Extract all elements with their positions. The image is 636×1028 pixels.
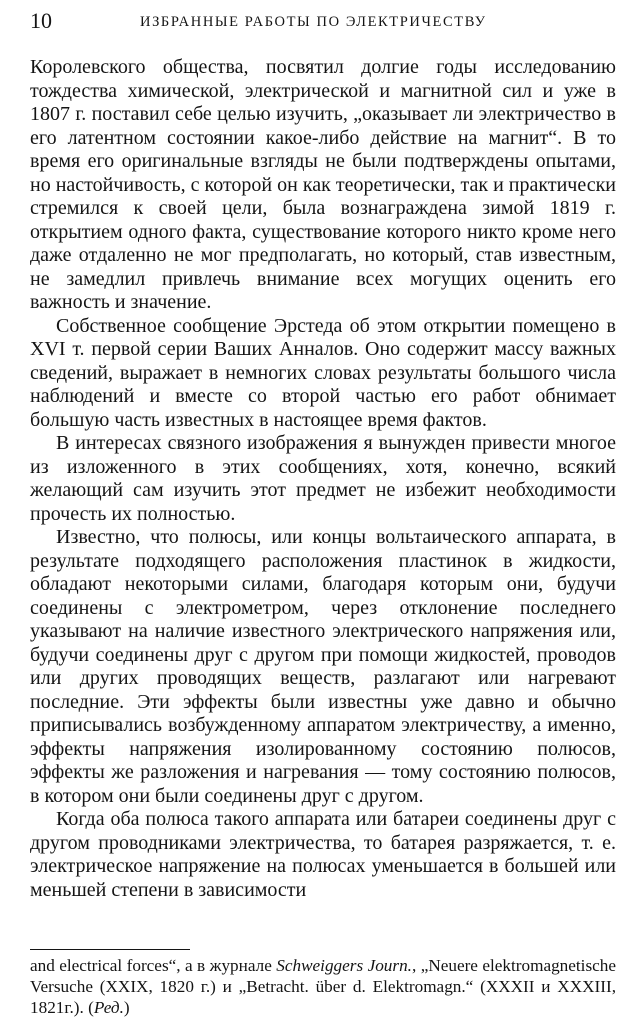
footnote: [30, 955, 616, 1018]
footnote-editor: Ред.: [93, 998, 124, 1017]
body-text: [30, 56, 616, 902]
footnote-text-1: and electrical forces“, а в журнале: [30, 956, 277, 975]
footnote-journal: Schweiggers Journ.: [276, 956, 412, 975]
paragraph-voltaic-poles: Известно, что полюсы, или концы вольтаического аппарата, в результате подходящего расположения пластинок в жидкости, обладают некоторыми силами, благодаря которым они, будучи соединены с электрометром, через отклонение последнего указывают на наличие известного электрического напряжения или, будучи соединены друг с другом при помощи жидкостей, проводов или других проводящих веществ, разлагают или нагревают последние. Эти эффекты были известны уже давно и обычно приписывались возбужденному аппаратом электричеству, а именно, эффекты напряжения изолированному состоянию полюсов, эффекты же разложения и нагревания — тому состоянию полюсов, в котором они были соединены друг с другом.: [30, 526, 616, 807]
paragraph-battery-discharge: Когда оба полюса такого аппарата или батареи соединены друг с другом проводниками электричества, то батарея разряжается, т. е. электрическое напряжение на полюсах уменьшается в большей или меньшей степени в зависимости: [30, 808, 616, 901]
page-number: 10: [30, 8, 52, 33]
paragraph-oersted-report: Собственное сообщение Эрстеда об этом открытии помещено в XVI т. первой серии Ваших Анналов. Оно содержит массу важных сведений, выражает в немногих словах результаты большого числа наблюдений и вместе со второй частью его работ обнимает большую часть известных в настоящее время фактов.: [30, 314, 616, 431]
paragraph-coherent-presentation: В интересах связного изображения я вынужден привести многое из изложенного в этих сообщениях, хотя, конечно, всякий желающий сам изучить этот предмет не избежит необходимости прочесть их полностью.: [30, 432, 616, 525]
page-header: [30, 6, 616, 40]
footnote-divider: [30, 949, 190, 950]
footnote-text-3: ): [123, 998, 130, 1017]
footnote-text-2: , „Neuere elektromagnetische Versuche (XXIX, 1820 г.) и „Betracht. über d. Elektromagn.“ (XXXII и XXXIII, 1821г.). (: [30, 956, 616, 1017]
running-title: ИЗБРАННЫЕ РАБОТЫ ПО ЭЛЕКТРИЧЕСТВУ: [140, 14, 487, 30]
paragraph-continuation: Королевского общества, посвятил долгие годы исследованию тождества химической, электрической и магнитной сил и уже в 1807 г. поставил себе целью изучить, „оказывает ли электричество в его латентном состоянии какое-либо действие на магнит“. В то время его оригинальные взгляды не были подтверждены опытами, но настойчивость, с которой он как теоретически, так и практически стремился к своей цели, была вознаграждена зимой 1819 г. открытием одного факта, существование которого никто кроме него даже отдаленно не мог предполагать, но который, став известным, не замедлил привлечь внимание всех могущих оценить его важность и значение.: [30, 56, 617, 313]
